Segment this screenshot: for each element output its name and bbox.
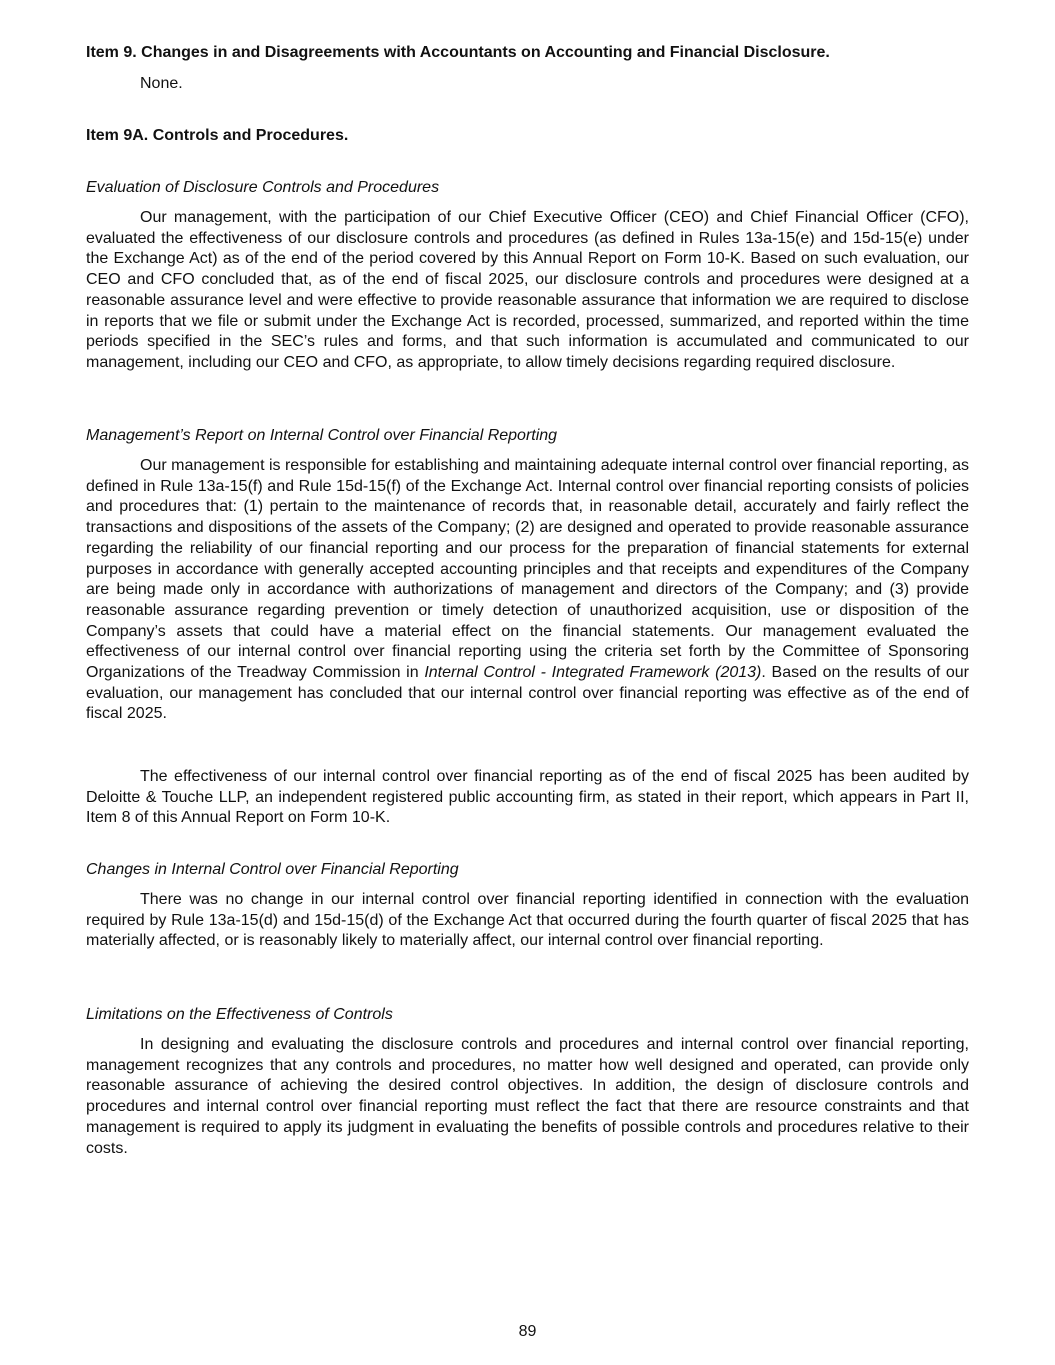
paragraph-audit: The effectiveness of our internal control over financial reporting as of the end of fiscal 2025 has been audited by Deloitte & Touche LLP, an independent registered public accounting firm, as stated in their report, which appears in Part II, Item 8 of this Annual Report on Form 10-K. <box>86 768 969 827</box>
paragraph-changes: There was no change in our internal control over financial reporting identified in connection with the evaluation required by Rule 13a-15(d) and 15d-15(d) of the Exchange Act that occurred during the fourth quarter of fiscal 2025 that has materially affected, or is reasonably likely to materially affect, our internal control over financial reporting. <box>86 891 969 950</box>
item-9-body: None. <box>140 75 183 92</box>
item-9-heading: Item 9. Changes in and Disagreements with Accountants on Accounting and Financial Disclosure. <box>86 44 830 61</box>
paragraph-management-report <box>86 456 969 725</box>
paragraph-limitations: In designing and evaluating the disclosure controls and procedures and internal control over financial reporting, management recognizes that any controls and procedures, no matter how well designed and operated, can provide only reasonable assurance of achieving the desired control objectives. In addition, the design of disclosure controls and procedures and internal control over financial reporting must reflect the fact that there are resource constraints and that management is required to apply its judgment in evaluating the benefits of possible controls and procedures relative to their costs. <box>86 1036 969 1157</box>
paragraph-management-report-text-2: . Based on the results of our evaluation, our management has concluded that our internal control over financial reporting was effective as of the end of fiscal 2025. <box>86 664 969 723</box>
section-heading-management-report: Management’s Report on Internal Control over Financial Reporting <box>86 427 558 444</box>
paragraph-management-report-text-1: Our management is responsible for establishing and maintaining adequate internal control over financial reporting, as defined in Rule 13a-15(f) and Rule 15d-15(f) of the Exchange Act. Internal control over financial reporting consists of policies and procedures that: (1) pertain to the maintenance of records that, in reasonable detail, accurately and fairly reflect the transactions and dispositions of the assets of the Company; (2) are designed and operated to provide reasonable assurance regarding the reliability of our financial reporting and our process for the preparation of financial statements for external purposes in accordance with generally accepted accounting principles and that receipts and expenditures of the Company are being made only in accordance with authorizations of management and directors of the Company; and (3) provide reasonable assurance regarding prevention or timely detection of unauthorized acquisition, use or disposition of the Company’s assets that could have a material effect on the financial statements. Our management evaluated the effectiveness of our internal control over financial reporting using the criteria set forth by the Committee of Sponsoring Organizations of the Treadway Commission in <box>86 457 969 682</box>
item-9a-heading: Item 9A. Controls and Procedures. <box>86 127 349 144</box>
section-heading-limitations: Limitations on the Effectiveness of Controls <box>86 1006 393 1023</box>
framework-title: Internal Control - Integrated Framework (2013) <box>424 664 762 682</box>
page-number: 89 <box>518 1323 537 1340</box>
section-heading-changes: Changes in Internal Control over Financial Reporting <box>86 861 459 878</box>
section-heading-evaluation: Evaluation of Disclosure Controls and Procedures <box>86 179 440 196</box>
paragraph-evaluation: Our management, with the participation of our Chief Executive Officer (CEO) and Chief Financial Officer (CFO), evaluated the effectiveness of our disclosure controls and procedures (as defined in Rules 13a-15(e) and 15d-15(e) under the Exchange Act) as of the end of the period covered by this Annual Report on Form 10-K. Based on such evaluation, our CEO and CFO concluded that, as of the end of fiscal 2025, our disclosure controls and procedures were designed at a reasonable assurance level and were effective to provide reasonable assurance that information we are required to disclose in reports that we file or submit under the Exchange Act is recorded, processed, summarized, and reported within the time periods specified in the SEC’s rules and forms, and that such information is accumulated and communicated to our management, including our CEO and CFO, as appropriate, to allow timely decisions regarding required disclosure. <box>86 209 969 371</box>
